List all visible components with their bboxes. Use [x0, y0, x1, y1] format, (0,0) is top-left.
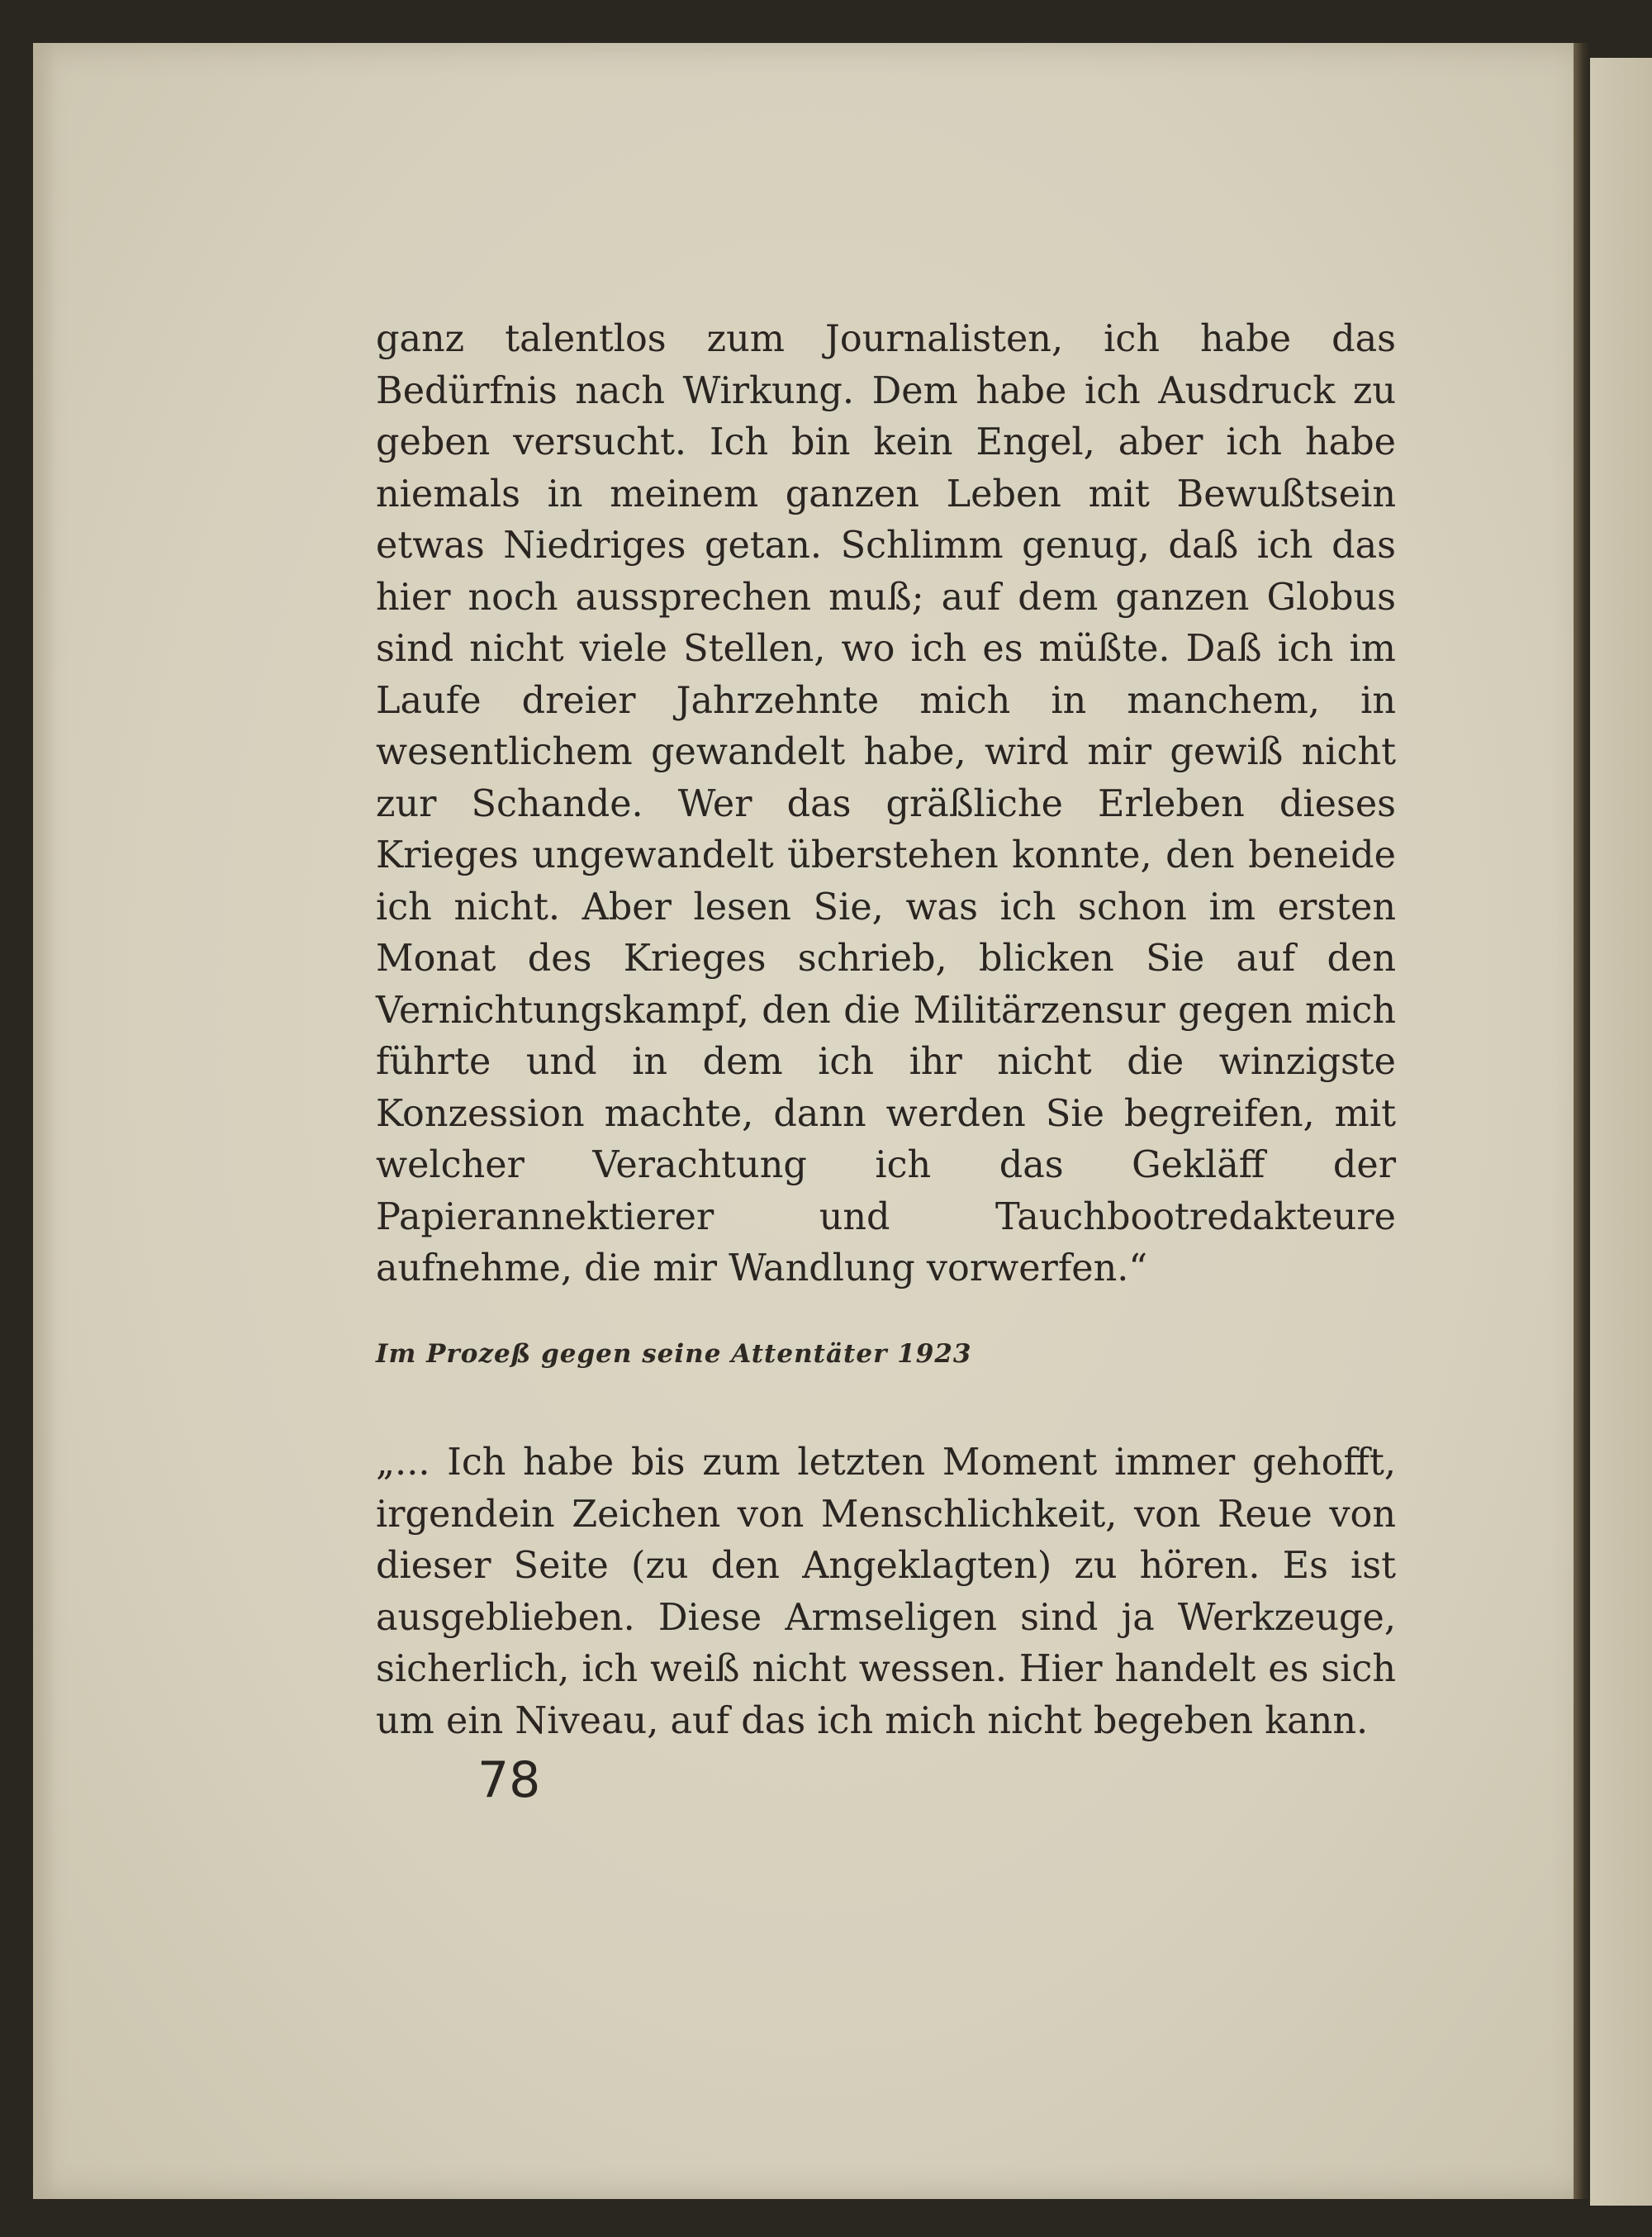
source-caption: Im Prozeß gegen seine Attentäter 1923 — [376, 1338, 972, 1369]
page-number: 78 — [477, 1751, 541, 1809]
adjacent-page-edge — [1590, 58, 1652, 2206]
book-gutter — [1574, 43, 1590, 2199]
page-edge-shadow — [33, 43, 56, 2199]
paragraph-1: ganz talentlos zum Journalisten, ich habe das Bedürfnis nach Wirkung. Dem habe ich Ausdruck zu geben versucht. Ich bin kein Engel, aber ich habe niemals in meinem ganzen Leben mit Bewußtsein etwas Niedriges getan. Schlimm genug, daß ich das hier noch aussprechen muß; auf dem ganzen Globus sind nicht viele Stellen, wo ich es müßte. Daß ich im Laufe dreier Jahrzehnte mich in manchem, in wesentlichem gewandelt habe, wird mir gewiß nicht zur Schande. Wer das gräßliche Erleben dieses Krieges ungewandelt überstehen konnte, den beneide ich nicht. Aber lesen Sie, was ich schon im ersten Monat des Krieges schrieb, blicken Sie auf den Vernichtungskampf, den die Militärzensur gegen mich führte und in dem ich ihr nicht die winzigste Konzession machte, dann werden Sie begreifen, mit welcher Verachtung ich das Gekläff der Papierannektierer und Tauchbootredakteure aufnehme, die mir Wandlung vorwerfen.“ — [376, 318, 1396, 1289]
paragraph-2: „... Ich habe bis zum letzten Moment immer gehofft, irgendein Zeichen von Menschlichkeit, von Reue von dieser Seite (zu den Angeklagten) zu hören. Es ist ausgeblieben. Diese Armseligen sind ja Werkzeuge, sicherlich, ich weiß nicht wessen. Hier handelt es sich um ein Niveau, auf das ich mich nicht begeben kann. — [376, 1441, 1396, 1742]
page-body — [376, 314, 1396, 1747]
